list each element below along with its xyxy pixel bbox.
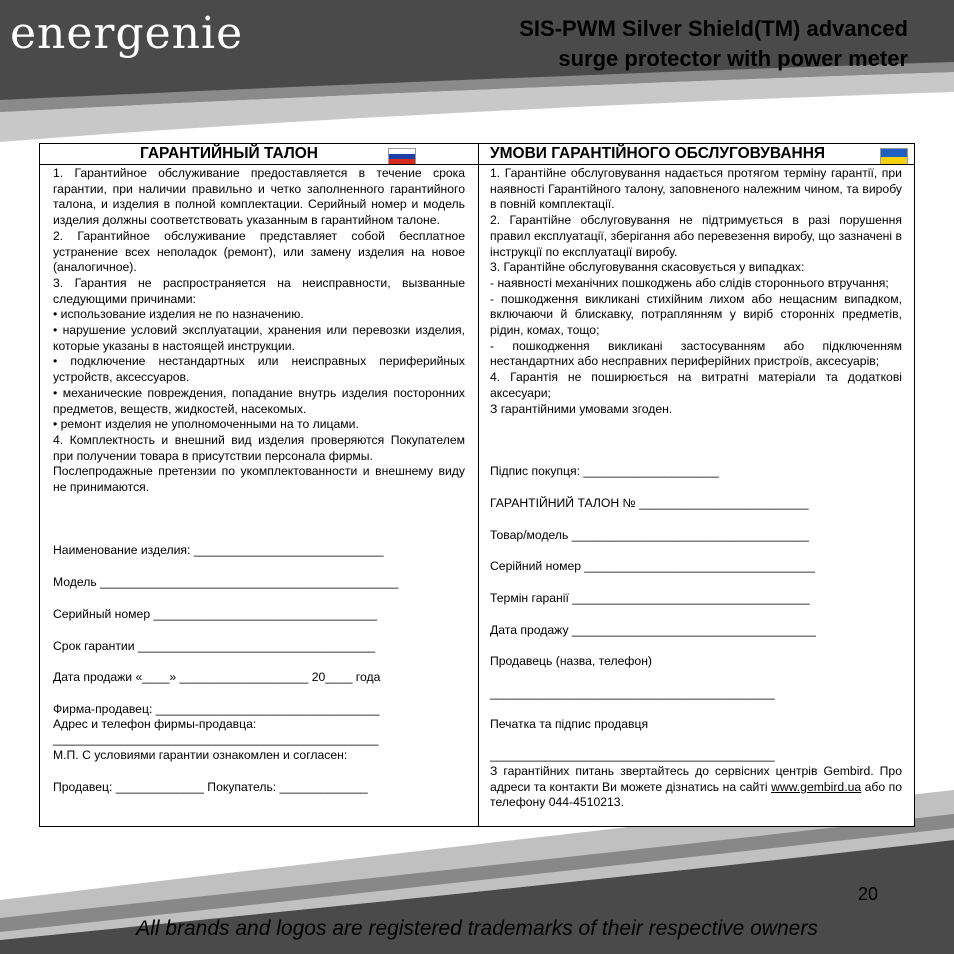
column-body-ua [490, 166, 903, 810]
ru-bullet-3: • подключение нестандартных или неисправных периферийных устройств, аксессуаров. [53, 354, 465, 385]
heading-text-ru: ГАРАНТИЙНЫЙ ТАЛОН [140, 145, 318, 162]
stamp-label: Печатка та підпис продавця [490, 717, 649, 731]
ua-warranty-term-field[interactable]: Термін гаранії ___________________________________ [490, 591, 810, 605]
page-number: 20 [858, 884, 879, 904]
ua-sale-date-field[interactable]: Дата продажу ____________________________________ [490, 623, 816, 637]
seller-label: Продавець (назва, телефон) [490, 654, 652, 668]
energenie-logo: energenie [10, 8, 244, 59]
warranty-table [39, 143, 915, 827]
model-field[interactable]: Модель ____________________________________________ [53, 575, 399, 589]
product-model-field[interactable]: Товар/модель ___________________________________ [490, 528, 810, 542]
warranty-term-field[interactable]: Срок гарантии ___________________________________ [53, 639, 376, 653]
product-name-field[interactable]: Наименование изделия: ____________________________ [53, 543, 384, 557]
serial-number-field[interactable]: Серийный номер _________________________________ [53, 607, 378, 621]
russia-flag-icon [388, 148, 416, 164]
trademark-disclaimer: All brands and logos are registered trademarks of their respective owners [136, 917, 818, 940]
ru-para-1: 1. Гарантийное обслуживание предоставляется в течение срока гарантии, при наличии правильно и четко заполненного гарантийного талона, и изделия в полной комплектации. Серийный номер и модель изделия должны соответствовать указанным в гарантийном талоне. [53, 166, 465, 228]
seller-address-field[interactable]: ________________________________________________ [53, 732, 379, 746]
stamp-agreement-label: М.П. С условиями гарантии ознакомлен и согласен: [53, 748, 348, 762]
signatures-field[interactable]: Продавец: _____________ Покупатель: _____________ [53, 780, 368, 794]
title-line-2: surge protector with power meter [558, 46, 908, 71]
gembird-link[interactable]: www.gembird.ua [771, 779, 862, 794]
ru-para-4: 4. Комплектность и внешний вид изделия проверяются Покупателем при получении товара в присутствии персонала фирмы. [53, 432, 465, 463]
seller-address-label: Адрес и телефон фирмы-продавца: [53, 717, 257, 731]
service-note-tail: або по телефону 044-4510213. [490, 779, 903, 810]
ua-para-4: 4. Гарантія не поширюється на витратні матеріали та додаткові аксесуари; [490, 370, 902, 400]
heading-text-ua: УМОВИ ГАРАНТІЙНОГО ОБСЛУГОВУВАННЯ [490, 145, 826, 162]
ru-para-3: 3. Гарантия не распространяется на неисправности, вызванные следующими причинами: [53, 275, 465, 306]
warranty-number-field[interactable]: ГАРАНТІЙНИЙ ТАЛОН № _________________________ [490, 496, 809, 510]
ru-bullet-5: • ремонт изделия не уполномоченными на то лицами. [53, 417, 359, 432]
ua-para-5: З гарантійними умовами згоден. [490, 401, 673, 416]
column-heading-ua [478, 144, 914, 165]
ua-para-1: 1. Гарантійне обслуговування надається протягом терміну гарантії, при наявності Гарантійного талону, заповненого належним чином, та виробу в повній комплектації. [490, 166, 902, 212]
ua-serial-number-field[interactable]: Серійний номер __________________________________ [490, 559, 815, 573]
column-body-ru [53, 166, 465, 794]
page-title [519, 14, 908, 74]
warranty-column-ru [40, 144, 479, 826]
buyer-signature-field[interactable]: Підпис покупця: ____________________ [490, 464, 719, 478]
service-note-text: З гарантійних питань звертайтесь до сервісних центрів Gembird. Про адреси та контакти Ви можете дізнатись на сайті [490, 764, 902, 794]
ru-bullet-1: • использование изделия не по назначению. [53, 307, 304, 322]
warranty-column-ua [478, 144, 914, 826]
service-note [490, 764, 902, 811]
ru-para-2: 2. Гарантийное обслуживание представляет собой бесплатное устранение всех неполадок (ремонт), или замену изделия на новое (аналогичное). [53, 228, 465, 275]
ukraine-flag-icon [880, 148, 908, 164]
sale-date-field[interactable]: Дата продажи «____» ___________________ 20____ года [53, 670, 381, 684]
ru-bullet-4: • механические повреждения, попадание внутрь изделия посторонних предметов, веществ, жидкостей, насекомых. [53, 385, 465, 416]
ua-para-2: 2. Гарантійне обслуговування не підтримується в разі порушення правил експлуатації, зберігання або перевезення виробу, що зазначені в інструкції по експлуатації виробу. [490, 213, 902, 259]
ua-item-2: - пошкодження викликані стихійним лихом або нещасним випадком, включаючи й блискавку, потраплянням у виріб сторонніх предметів, рідин, комах, тощо; [490, 291, 902, 338]
seller-field[interactable]: __________________________________________ [490, 686, 775, 700]
seller-firm-field[interactable]: Фирма-продавец: _________________________________ [53, 702, 380, 716]
column-heading-ru [40, 144, 478, 165]
stamp-field[interactable]: __________________________________________ [490, 748, 775, 762]
title-line-1: SIS-PWM Silver Shield(TM) advanced [519, 16, 908, 41]
ru-para-5: Послепродажные претензии по укомплектованности и внешнему виду не принимаются. [53, 464, 465, 495]
ua-para-3: 3. Гарантійне обслуговування скасовується у випадках: [490, 260, 805, 275]
ru-bullet-2: • нарушение условий эксплуатации, хранения или перевозки изделия, которые указаны в настоящей инструкции. [53, 323, 465, 353]
ua-item-3: - пошкодження викликані застосуванням або підключенням нестандартних або несправних периферійних пристроїв, аксесуарів; [490, 338, 902, 369]
ua-item-1: - наявності механічних пошкоджень або слідів стороннього втручання; [490, 275, 889, 290]
